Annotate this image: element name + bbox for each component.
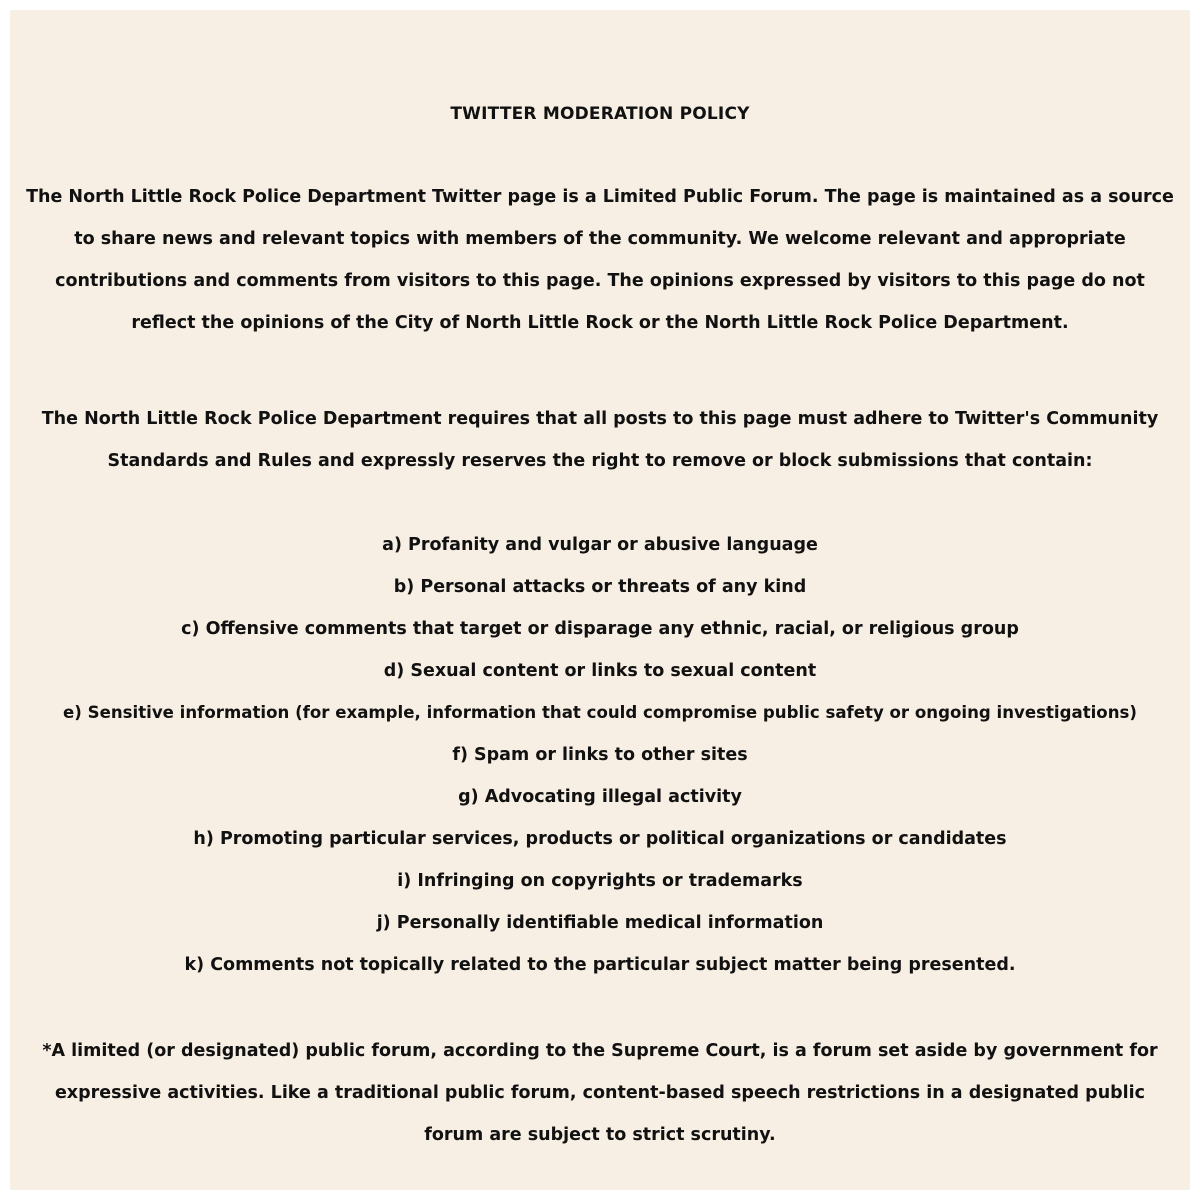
list-item: c) Offensive comments that target or disparage any ethnic, racial, or religious group (181, 619, 1019, 639)
list-item: f) Spam or links to other sites (452, 745, 748, 765)
list-item: k) Comments not topically related to the particular subject matter being presented. (184, 955, 1016, 975)
page-title: TWITTER MODERATION POLICY (450, 104, 750, 124)
requirements-line: The North Little Rock Police Department requires that all posts to this page must adhere to Twitter's Community (41, 409, 1159, 429)
list-item: d) Sexual content or links to sexual content (383, 661, 817, 681)
requirements-paragraph (10, 398, 1190, 482)
requirements-line: Standards and Rules and expressly reserves the right to remove or block submissions that contain: (107, 451, 1093, 471)
intro-line: The North Little Rock Police Department Twitter page is a Limited Public Forum. The page is maintained as a source (26, 187, 1174, 207)
list-item: e) Sensitive information (for example, information that could compromise public safety or ongoing investigations) (63, 703, 1137, 722)
list-item: g) Advocating illegal activity (458, 787, 742, 807)
footnote-line: *A limited (or designated) public forum, according to the Supreme Court, is a forum set aside by government for (42, 1041, 1158, 1061)
intro-line: to share news and relevant topics with members of the community. We welcome relevant and appropriate (74, 229, 1126, 249)
footnote-paragraph (10, 1030, 1190, 1156)
list-item: i) Infringing on copyrights or trademarks (397, 871, 803, 891)
footnote-line: expressive activities. Like a traditional public forum, content-based speech restrictions in a designated public (54, 1083, 1146, 1103)
intro-line: contributions and comments from visitors to this page. The opinions expressed by visitors to this page do not (55, 271, 1145, 291)
list-item: a) Profanity and vulgar or abusive language (382, 535, 818, 555)
intro-paragraph (10, 176, 1190, 344)
list-item: h) Promoting particular services, products or political organizations or candidates (193, 829, 1007, 849)
list-item: b) Personal attacks or threats of any kind (393, 577, 807, 597)
footnote-line: forum are subject to strict scrutiny. (424, 1125, 776, 1145)
policy-page (10, 10, 1190, 1190)
list-item: j) Personally identifiable medical information (376, 913, 824, 933)
intro-line: reflect the opinions of the City of North Little Rock or the North Little Rock Police Department. (131, 313, 1069, 333)
prohibited-content-list (10, 524, 1190, 986)
